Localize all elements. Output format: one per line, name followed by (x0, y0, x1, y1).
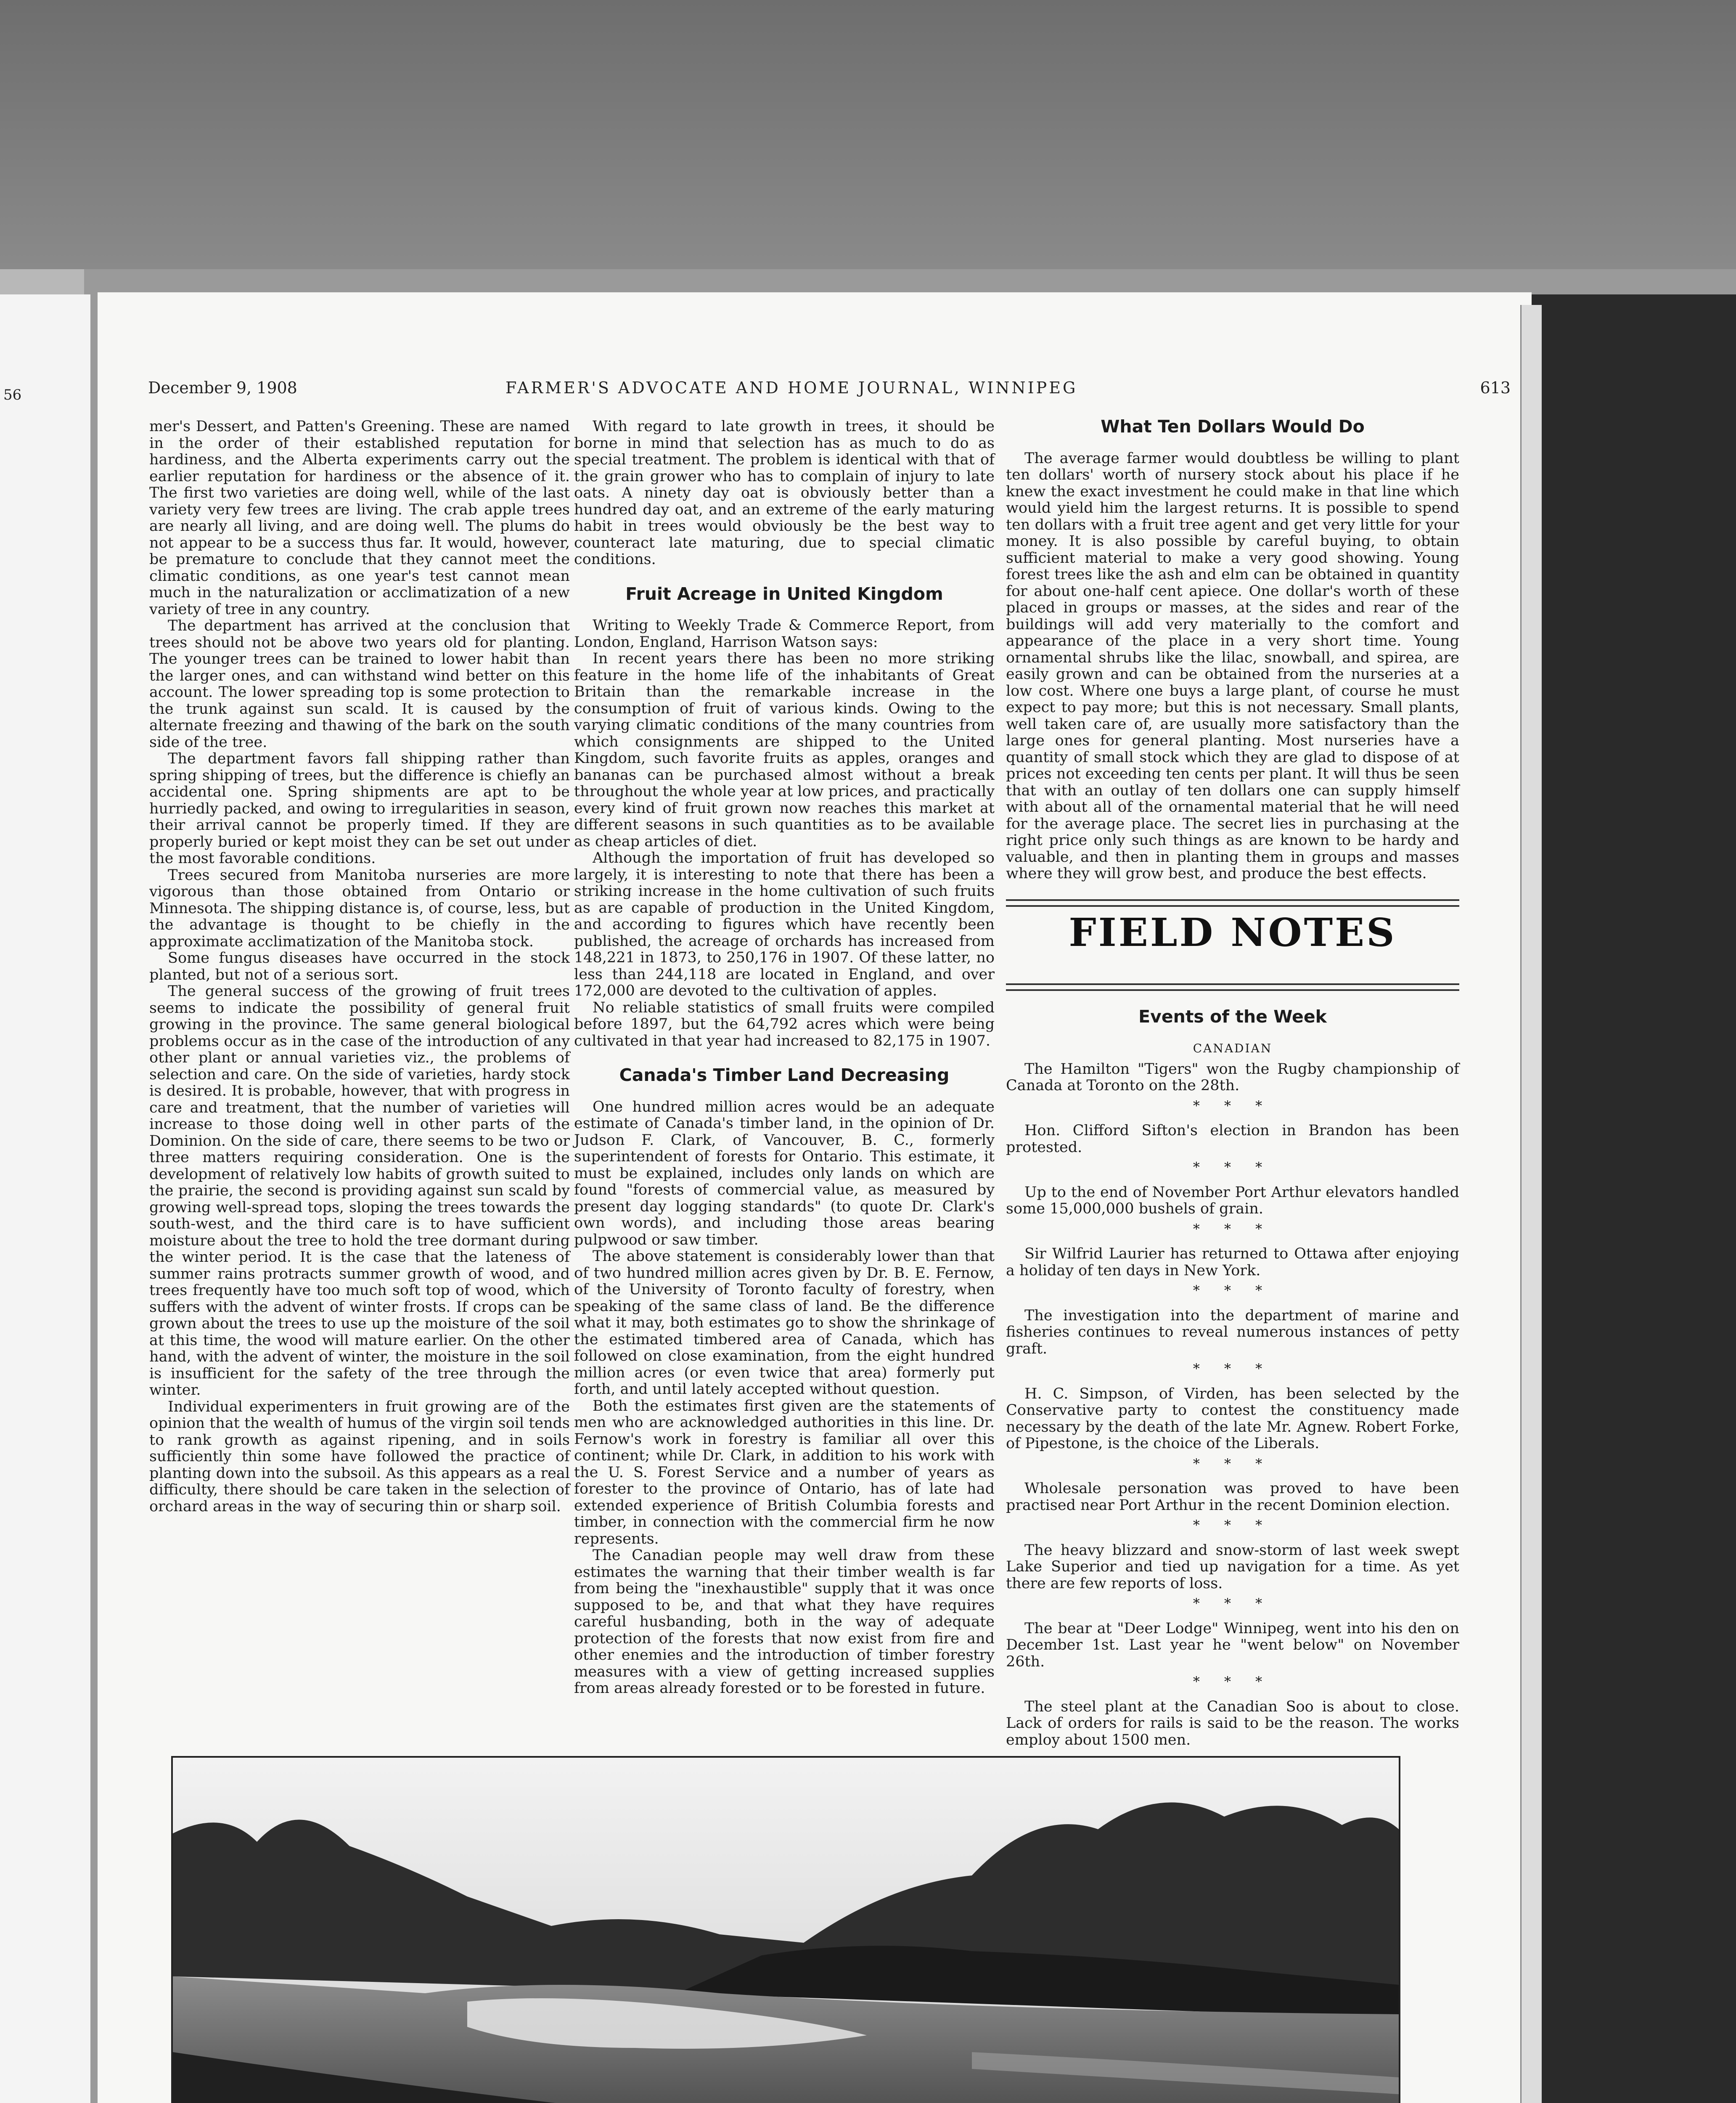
separator-stars: * * * (1193, 1097, 1273, 1114)
rule-line (1006, 899, 1459, 901)
news-item: Hon. Clifford Sifton's election in Brandon has been protested. (1006, 1122, 1459, 1156)
separator-stars: * * * (1193, 1674, 1273, 1690)
paragraph: The general success of the growing of fruit trees seems to indicate the possibility of general fruit growing in the province. The same general biological problems occur as in the case of the introduction of any other plant or annual varieties viz., the problems of selection and care. On the side of varieties, hardy stock is desired. It is probable, however, that with progress in care and treatment, that the number of varieties will increase to those doing well in other parts of the Dominion. On the side of care, there seems to be two or three matters requiring consideration. One is the development of relatively low habits of growth suited to the prairie, the second is providing against sun scald by growing well-spread tops, sloping the trees towards the south-west, and the third care is to have sufficient moisture about the tree to hold the tree dormant during the winter period. It is the case that the lateness of summer rains protracts summer growth of wood, and trees frequently have too much soft top of wood, which suffers with the advent of winter frosts. If crops can be grown about the trees to use up the moisture of the soil at this time, the wood will mature earlier. On the other hand, with the advent of winter, the moisture in the soil is insufficient for the safety of the tree through the winter. (149, 983, 570, 1398)
paragraph: Some fungus diseases have occurred in the stock planted, but not of a serious sort. (149, 950, 570, 983)
separator-stars: * * * (1193, 1159, 1273, 1175)
river-photograph-image (173, 1758, 1399, 2103)
separator-stars: * * * (1193, 1595, 1273, 1611)
news-item: Sir Wilfrid Laurier has returned to Ottawa after enjoying a holiday of ten days in New York. (1006, 1245, 1459, 1279)
separator-stars: * * * (1193, 1221, 1273, 1237)
news-item: H. C. Simpson, of Virden, has been selected by the Conservative party to contest the constituency made necessary by the death of the late Mr. Agnew. Robert Forke, of Pipestone, is the choice of the Liberals. (1006, 1385, 1459, 1452)
river-photograph (171, 1756, 1400, 2103)
news-item: The steel plant at the Canadian Soo is about to close. Lack of orders for rails is said to be the reason. The works employ about 1500 men. (1006, 1698, 1459, 1748)
issue-date: December 9, 1908 (148, 379, 297, 397)
paragraph: Writing to Weekly Trade & Commerce Report, from London, England, Harrison Watson says: (574, 617, 995, 651)
publication-title: FARMER'S ADVOCATE AND HOME JOURNAL, WINNIPEG (505, 379, 1078, 397)
paragraph: With regard to late growth in trees, it should be borne in mind that selection has as much to do as special treatment. The problem is identical with that of the grain grower who has to complain of injury to late oats. A ninety day oat is obviously better than a hundred day oat, and an extreme of the early maturing habit in trees would obviously be the best way to counteract late maturing, due to special climatic conditions. (574, 418, 995, 568)
column-2 (574, 418, 995, 1697)
paragraph: mer's Dessert, and Patten's Greening. These are named in the order of their established reputation for hardiness, and the Alberta experiments carry out the earlier reputation for hardiness or the absence of it. The first two varieties are doing well, while of the last variety very few trees are living. The crab apple trees are nearly all living, and are doing well. The plums do not appear to be a success thus far. It would, however, be premature to conclude that they cannot meet the climatic conditions, as one year's test cannot mean much in the naturalization or acclimatization of a new variety of tree in any country. (149, 418, 570, 618)
paragraph: Both the estimates first given are the statements of men who are acknowledged authorities in this line. Dr. Fernow's work in forestry is familiar all over this continent; while Dr. Clark, in addition to his work with the U. S. Forest Service and a number of years as forester to the province of Ontario, has of late had extended experience of British Columbia forests and timber, in connection with the commercial firm he now represents. (574, 1397, 995, 1547)
paragraph: One hundred million acres would be an adequate estimate of Canada's timber land, in the opinion of Dr. Judson F. Clark, of Vancouver, B. C., formerly superintendent of forests for Ontario. This estimate, it must be explained, includes only lands on which are found "forests of commercial value, as measured by present day logging standards" (to quote Dr. Clark's own words), and including those areas bearing pulpwood or saw timber. (574, 1098, 995, 1248)
page-edge (1520, 305, 1542, 2103)
timber-land-heading: Canada's Timber Land Decreasing (619, 1065, 950, 1085)
page-header (148, 379, 1511, 404)
paragraph: Although the importation of fruit has developed so largely, it is interesting to note that there has been a striking increase in the home cultivation of such fruits as are capable of production in the United Kingdom, and according to figures which have recently been published, the acreage of orchards has increased from 148,221 in 1873, to 250,176 in 1907. Of these latter, no less than 244,118 are located in England, and over 172,000 are devoted to the cultivation of apples. (574, 850, 995, 999)
film-border-top (0, 0, 1736, 269)
separator-stars: * * * (1193, 1361, 1273, 1377)
left-page-fragment (0, 294, 90, 2103)
events-subheading: CANADIAN (1193, 1041, 1273, 1055)
ten-dollars-heading: What Ten Dollars Would Do (1101, 416, 1365, 437)
paragraph: The department favors fall shipping rather than spring shipping of trees, but the difference is chiefly an accidental one. Spring shipments are apt to be hurriedly packed, and owing to irregularities in season, their arrival cannot be properly timed. If they are properly buried or kept moist they can be set out under the most favorable conditions. (149, 750, 570, 867)
news-item: Wholesale personation was proved to have been practised near Port Arthur in the recent Dominion election. (1006, 1480, 1459, 1514)
paragraph: The above statement is considerably lower than that of two hundred million acres given by Dr. B. E. Fernow, of the University of Toronto faculty of forestry, when speaking of the same class of land. Be the difference what it may, both estimates go to show the shrinkage of the estimated timbered area of Canada, which has followed on close examination, from the eight hundred million acres (or even twice that area) formerly put forth, and until lately accepted without question. (574, 1248, 995, 1398)
news-item: The Hamilton "Tigers" won the Rugby championship of Canada at Toronto on the 28th. (1006, 1060, 1459, 1094)
left-page-number: 56 (3, 387, 22, 403)
page-number: 613 (1480, 379, 1511, 397)
news-item: The bear at "Deer Lodge" Winnipeg, went into his den on December 1st. Last year he "went below" on November 26th. (1006, 1620, 1459, 1670)
paragraph: The department has arrived at the conclusion that trees should not be above two years old for planting. The younger trees can be trained to lower habit than the larger ones, and can withstand wind better on this account. The lower spreading top is some protection to the trunk against sun scald. It is caused by the alternate freezing and thawing of the bark on the south side of the tree. (149, 617, 570, 751)
news-item: The investigation into the department of marine and fisheries continues to reveal numerous instances of petty graft. (1006, 1307, 1459, 1357)
paragraph: Trees secured from Manitoba nurseries are more vigorous than those obtained from Ontario or Minnesota. The shipping distance is, of course, less, but the advantage is thought to be chiefly in the approximate acclimatization of the Manitoba stock. (149, 866, 570, 950)
paragraph: No reliable statistics of small fruits were compiled before 1897, but the 64,792 acres which were being cultivated in that year had increased to 82,175 in 1907. (574, 999, 995, 1049)
news-item: The heavy blizzard and snow-storm of last week swept Lake Superior and tied up navigation for a time. As yet there are few reports of loss. (1006, 1541, 1459, 1592)
column-3 (1006, 418, 1459, 1752)
news-item: Up to the end of November Port Arthur elevators handled some 15,000,000 bushels of grain. (1006, 1184, 1459, 1217)
paragraph: Individual experimenters in fruit growing are of the opinion that the wealth of humus of the virgin soil tends to rank growth as against ripening, and in soils sufficiently thin some have followed the practice of planting down into the subsoil. As this appears as a real difficulty, there should be care taken in the selection of orchard areas in the way of securing thin or sharp soil. (149, 1398, 570, 1515)
separator-stars: * * * (1193, 1282, 1273, 1298)
rule-line (1006, 989, 1459, 991)
separator-stars: * * * (1193, 1455, 1273, 1472)
separator-stars: * * * (1193, 1517, 1273, 1533)
events-heading: Events of the Week (1138, 1006, 1327, 1027)
paragraph: In recent years there has been no more striking feature in the home life of the inhabitants of Great Britain than the remarkable increase in the consumption of fruit of various kinds. Owing to the varying climatic conditions of the many countries from which consignments are shipped to the United Kingdom, such favorite fruits as apples, oranges and bananas can be purchased almost without a break throughout the whole year at low prices, and practically every kind of fruit grown now reaches this market at different seasons in such quantities as to be available as cheap articles of diet. (574, 650, 995, 850)
right-shadow (1531, 294, 1736, 2103)
field-notes-banner (1006, 899, 1459, 996)
rule-line (1006, 905, 1459, 907)
paragraph: The average farmer would doubtless be willing to plant ten dollars' worth of nursery stock about his place if he knew the exact investment he could make in that line which would yield him the largest returns. It is possible to spend ten dollars with a fruit tree agent and get very little for your money. It is also possible by careful buying, to obtain sufficient material to make a very good showing. Young forest trees like the ash and elm can be obtained in quantity for about one-half cent apiece. One dollar's worth of these placed in groups or masses, at the sides and rear of the buildings will add very materially to the comfort and appearance of the place in a very short time. Young ornamental shrubs like the lilac, snowball, and spirea, are easily grown and can be obtained from the nurseries at a low cost. Where one buys a large plant, of course he must expect to pay more; but this is not necessary. Small plants, well taken care of, are usually more satisfactory than the large ones for general planting. Most nurseries have a quantity of small stock which they are glad to dispose of at prices not exceeding ten cents per plant. It will thus be seen that with an outlay of ten dollars one can supply himself with about all of the ornamental material that he will need for the average place. The secret lies in purchasing at the right price only such things as are known to be hardy and valuable, and then in planting them in groups and masses where they will grow best, and produce the best effects. (1006, 450, 1459, 882)
fruit-acreage-heading: Fruit Acreage in United Kingdom (625, 583, 943, 604)
field-notes-title: FIELD NOTES (1069, 909, 1397, 955)
paragraph: The Canadian people may well draw from these estimates the warning that their timber wealth is far from being the "inexhaustible" supply that it was once supposed to be, and that what they have requires careful husbanding, both in the way of adequate protection of the forests that now exist from fire and other enemies and the introduction of timber forestry measures with a view of getting increased supplies from areas already forested or to be forested in future. (574, 1547, 995, 1697)
column-1 (149, 418, 570, 1515)
rule-line (1006, 983, 1459, 985)
newspaper-page (98, 292, 1532, 2103)
